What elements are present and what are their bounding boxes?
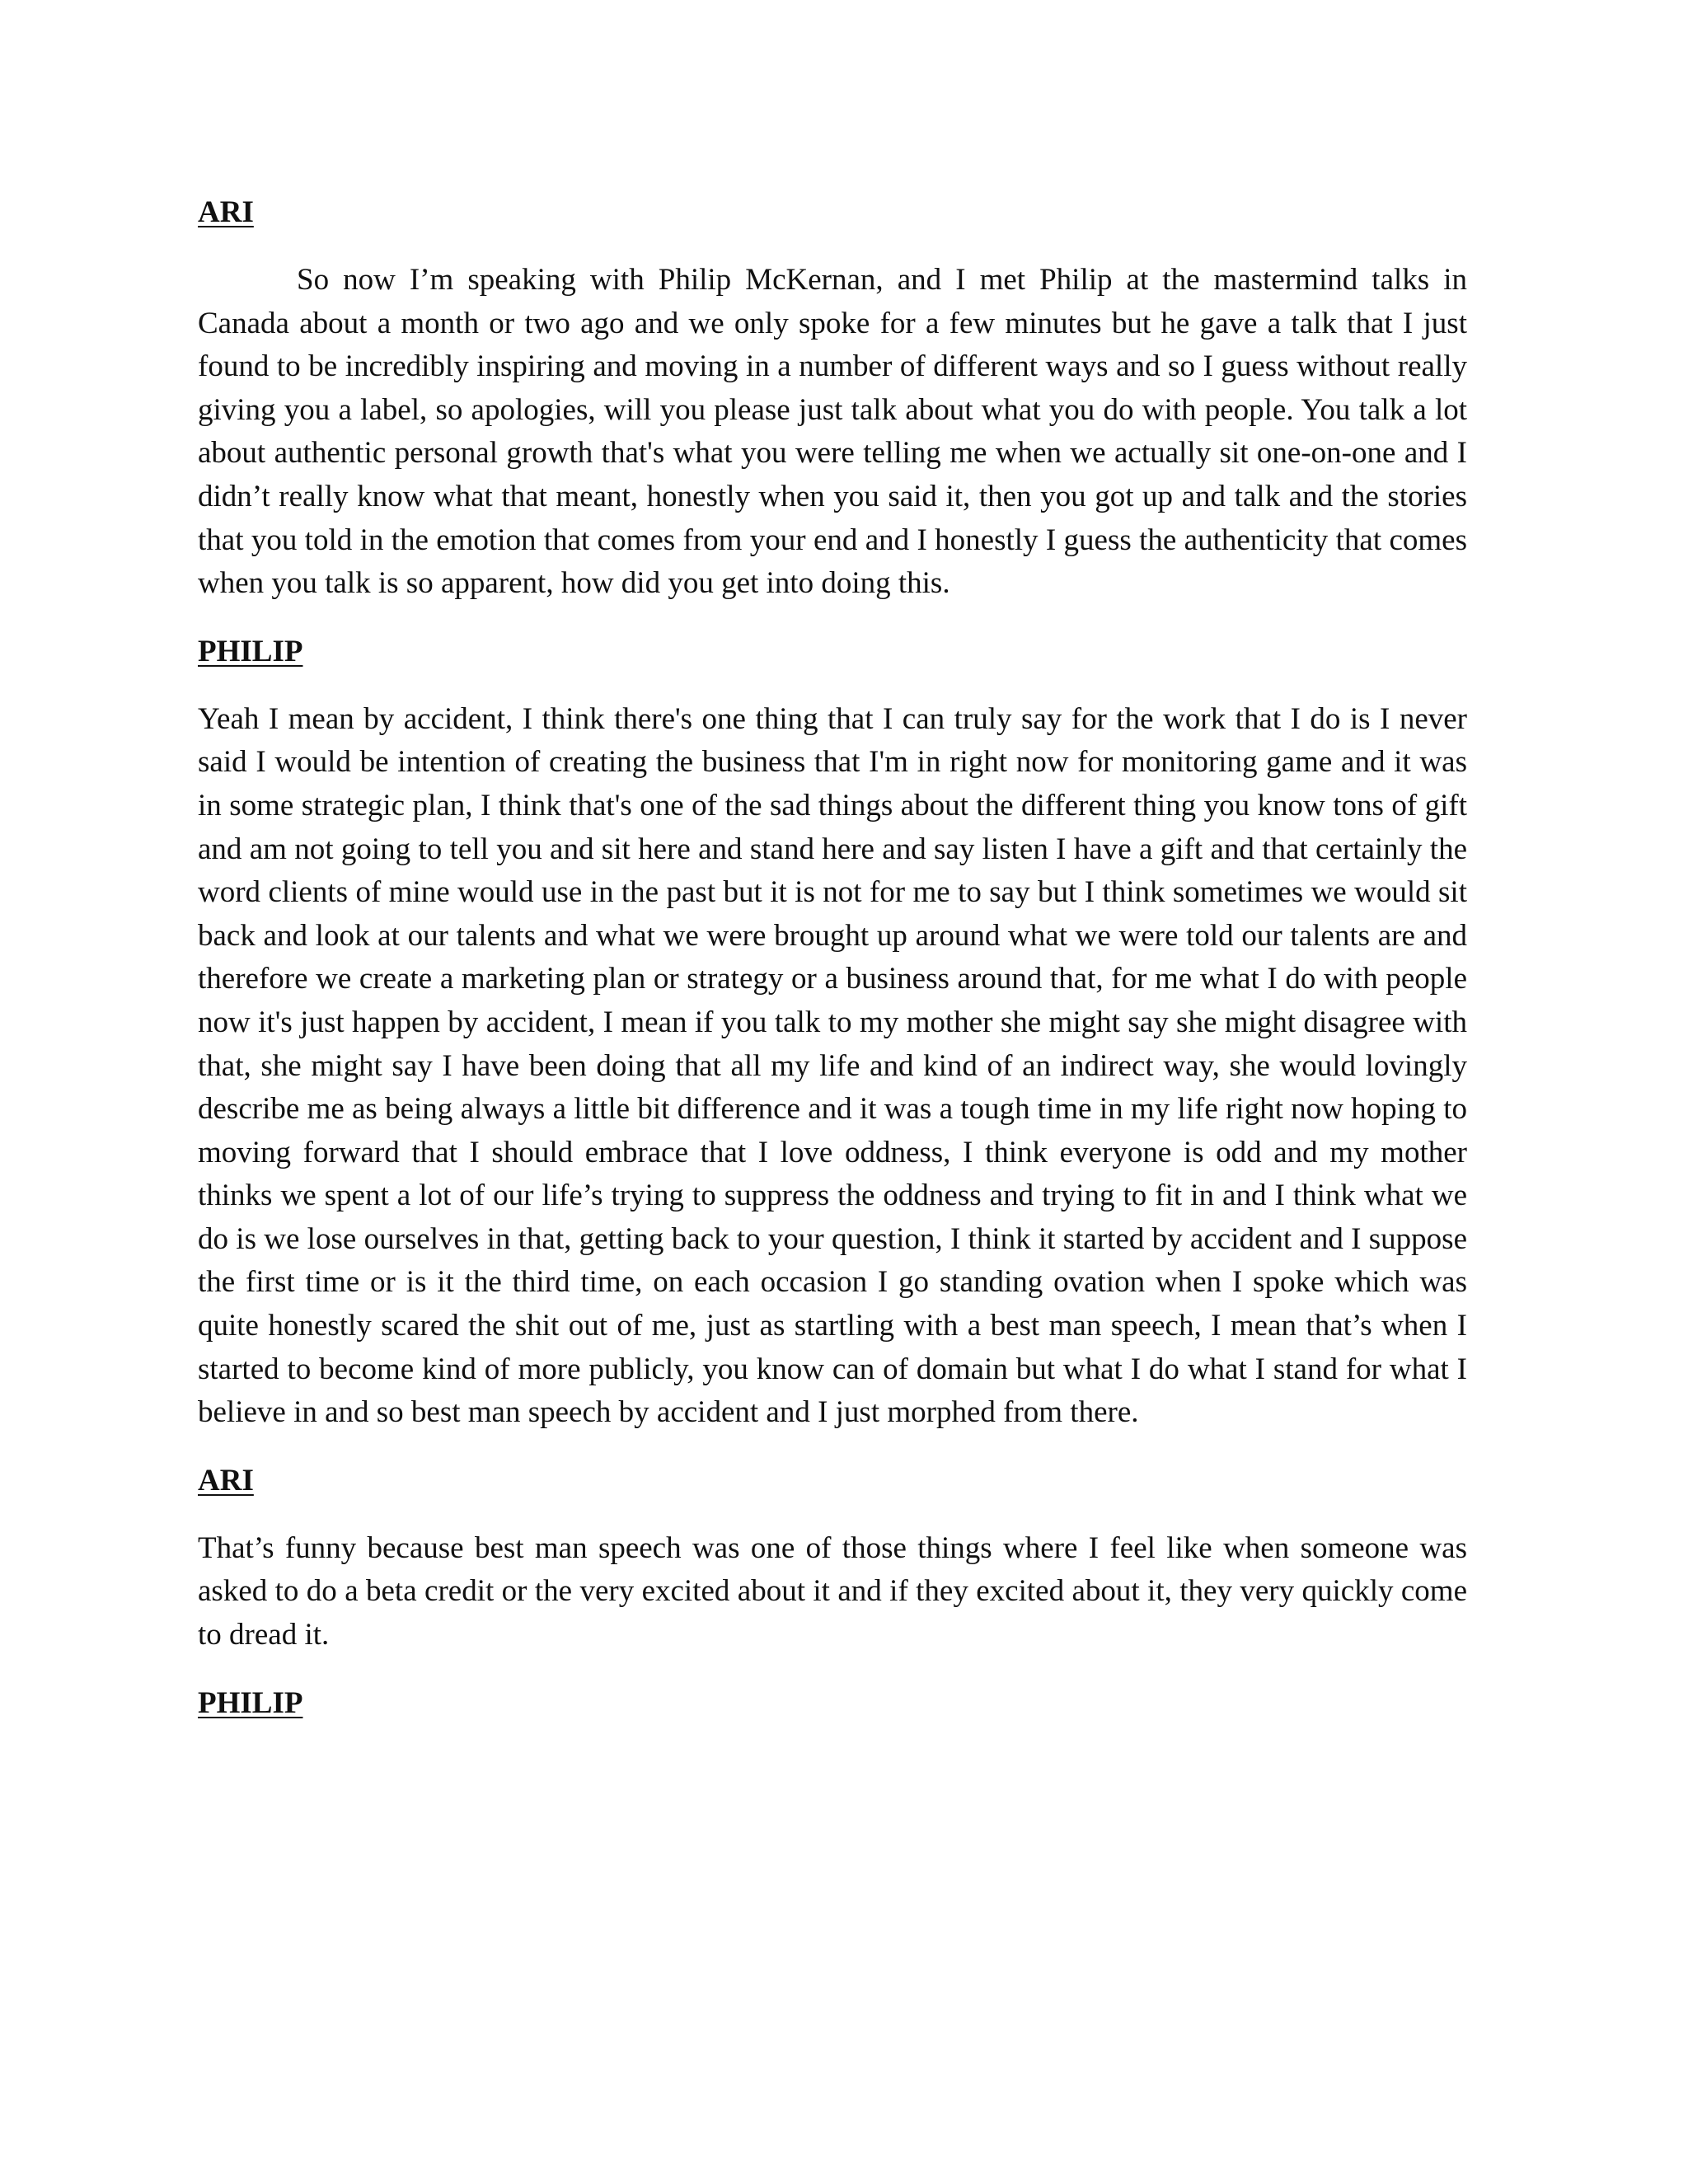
- transcript-page: [198, 191, 1467, 1750]
- speaker-label: PHILIP: [198, 1685, 303, 1720]
- transcript-paragraph: That’s funny because best man speech was one of those things where I feel like when someone was asked to do a beta credit or the very excited about it and if they excited about it, they very quickly come to dread it.: [198, 1530, 1467, 1652]
- speaker-label: PHILIP: [198, 634, 303, 668]
- transcript-paragraph: Yeah I mean by accident, I think there's one thing that I can truly say for the work that I do is I never said I would be intention of creating the business that I'm in right now for monitoring game and it was in some strategic plan, I think that's one of the sad things about the different thing you know tons of gift and am not going to tell you and sit here and stand here and say listen I have a gift and that certainly the word clients of mine would use in the past but it is not for me to say but I think sometimes we would sit back and look at our talents and what we were brought up around what we were told our talents are and therefore we create a marketing plan or strategy or a business around that, for me what I do with people now it's just happen by accident, I mean if you talk to my mother she might say she might disagree with that, she might say I have been doing that all my life and kind of an indirect way, she would lovingly describe me as being always a little bit difference and it was a tough time in my life right now hoping to moving forward that I should embrace that I love oddness, I think everyone is odd and my mother thinks we spent a lot of our life’s trying to suppress the oddness and trying to fit in and I think what we do is we lose ourselves in that, getting back to your question, I think it started by accident and I suppose the first time or is it the third time, on each occasion I go standing ovation when I spoke which was quite honestly scared the shit out of me, just as startling with a best man speech, I mean that’s when I started to become kind of more publicly, you know can of domain but what I do what I stand for what I believe in and so best man speech by accident and I just morphed from there.: [198, 701, 1467, 1430]
- transcript-paragraph: So now I’m speaking with Philip McKernan, and I met Philip at the mastermind talks in Canada about a month or two ago and we only spoke for a few minutes but he gave a talk that I just found to be incredibly inspiring and moving in a number of different ways and so I guess without really giving you a label, so apologies, will you please just talk about what you do with people. You talk a lot about authentic personal growth that's what you were telling me when we actually sit one-on-one and I didn’t really know what that meant, honestly when you said it, then you got up and talk and the stories that you told in the emotion that comes from your end and I honestly I guess the authenticity that comes when you talk is so apparent, how did you get into doing this.: [198, 263, 1467, 601]
- speaker-label: ARI: [198, 1463, 254, 1497]
- speaker-label: ARI: [198, 195, 254, 229]
